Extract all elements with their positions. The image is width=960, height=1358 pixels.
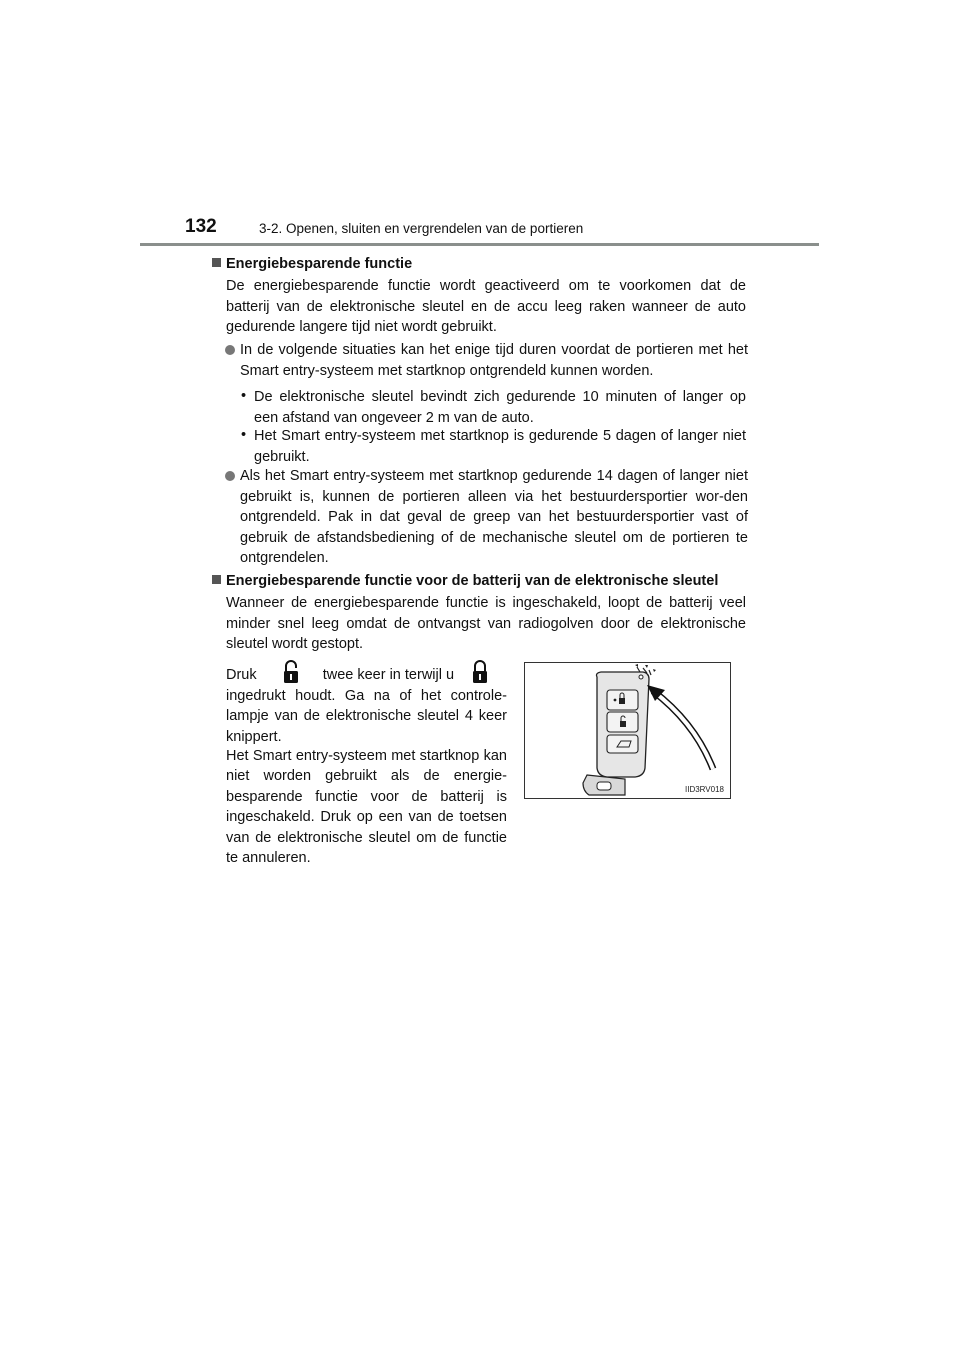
key-illustration (524, 662, 731, 799)
header-divider (140, 243, 819, 246)
page-number: 132 (185, 216, 217, 237)
sub-item-1: De elektronische sleutel bevindt zich gedurende 10 minuten of langer op een afstand van ongeveer 2 m van de auto. (254, 389, 746, 426)
battery-saving-intro: Wanneer de energiebesparende functie is ingeschakeld, loopt de batterij veel minder snel leeg omdat de ontvangst van radiogolven door de elektronische sleutel wordt gestopt. (226, 595, 746, 652)
instruction-first-line: Druk twee keer in terwijl u (226, 660, 526, 692)
sub-bullet-marker: • (241, 388, 247, 404)
battery-saving-heading: Energiebesparende functie voor de batterij van de elektronische sleutel (212, 571, 772, 591)
sub-bullet-marker: • (241, 427, 247, 443)
figure-code: IID3RV018 (685, 785, 724, 794)
square-marker-icon (212, 575, 221, 584)
smart-key-figure (525, 663, 730, 798)
bullet-dot-icon (225, 471, 235, 481)
energy-saving-heading: Energiebesparende functie (212, 254, 412, 274)
section-title: 3-2. Openen, sluiten en vergrendelen van de portieren (259, 221, 584, 236)
bullet-dot-icon (225, 345, 235, 355)
bullet-item-2: Als het Smart entry-systeem met startknop gedurende 14 dagen of langer niet gebruikt is, kunnen de portieren alleen via het bestuurdersportier wor-den ontgrendeld. Pak in dat geval de greep van het bestuurdersportier vast of gebruik de afstandsbediening of de mechanische sleutel om de portieren te ontgrendelen. (240, 468, 748, 566)
square-marker-icon (212, 258, 221, 267)
instruction-text: ingedrukt houdt. Ga na of het controle-lampje van de elektronische sleutel 4 keer knippert. (226, 688, 507, 745)
note-text: Het Smart entry-systeem met startknop kan niet worden gebruikt als de energie-besparende functie voor de batterij is ingeschakeld. Druk op een van de toetsen van de elektronische sleutel om de functie te annuleren. (226, 748, 507, 867)
sub-item-2: Het Smart entry-systeem met startknop is gedurende 5 dagen of langer niet gebruikt. (254, 428, 746, 465)
bullet-item-1: In de volgende situaties kan het enige tijd duren voordat de portieren met het Smart entry-systeem met startknop ontgrendeld kunnen worden. (240, 342, 748, 379)
energy-saving-intro: De energiebesparende functie wordt geactiveerd om te voorkomen dat de batterij van de elektronische sleutel en de accu leeg raken wanneer de auto gedurende langere tijd niet wordt gebruikt. (226, 278, 746, 335)
